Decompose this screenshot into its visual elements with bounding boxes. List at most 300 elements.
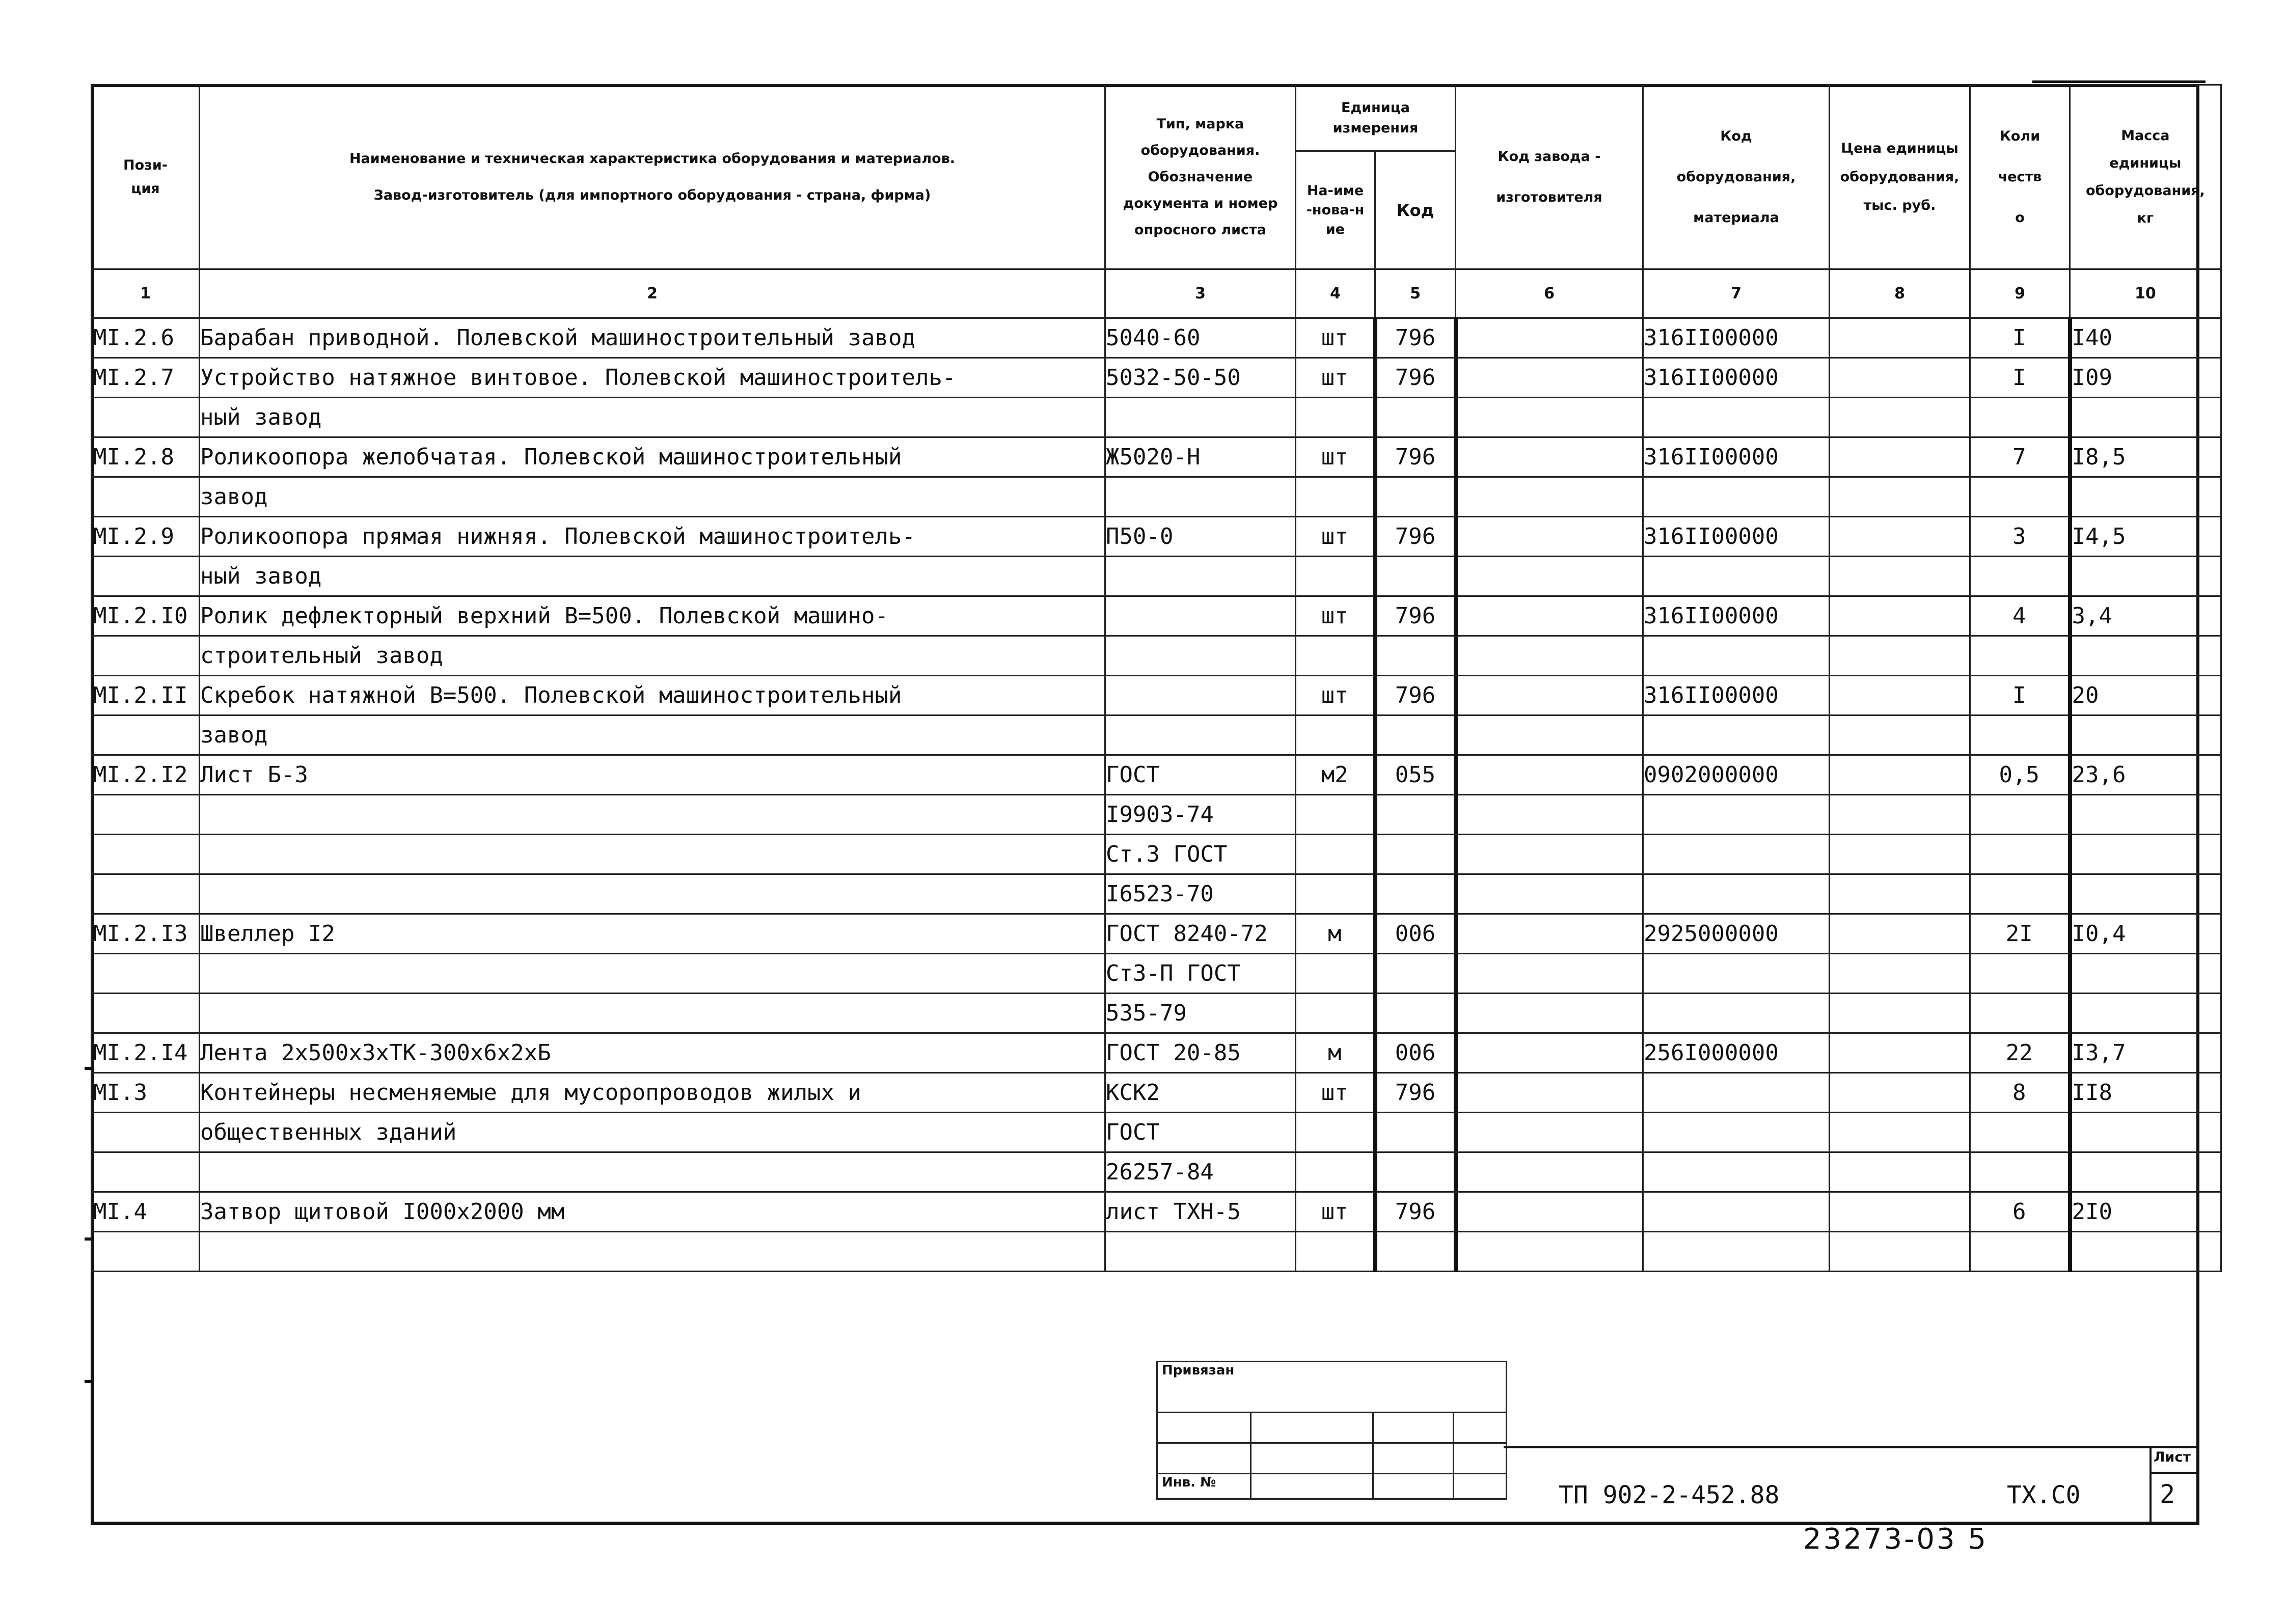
row-name: [200, 795, 1105, 835]
row-price: [1830, 795, 1970, 835]
row-price: [1830, 994, 1970, 1033]
row-position: MI.2.8: [92, 437, 200, 477]
table-row: [92, 1073, 2221, 1113]
row-quantity: [1970, 477, 2070, 517]
row-price: [1830, 318, 1970, 358]
row-mass: 23,6: [2070, 755, 2221, 795]
specification-table: [91, 84, 2222, 1272]
header-unit-code: Код: [1375, 151, 1456, 269]
row-equipment-code: [1643, 557, 1830, 596]
row-factory-code: [1456, 1073, 1643, 1113]
row-type: [1105, 715, 1296, 755]
row-factory-code: [1456, 795, 1643, 835]
table-row: [92, 1192, 2221, 1232]
row-type: лист ТХН-5: [1105, 1192, 1296, 1232]
header-unit: Единица измерения: [1296, 85, 1456, 151]
row-name: завод: [200, 715, 1105, 755]
row-equipment-code: 316II00000: [1643, 676, 1830, 715]
row-unit-code: [1375, 715, 1456, 755]
title-block-line: [1504, 1446, 2199, 1448]
binding-stamp: [1156, 1361, 1507, 1500]
row-name: ный завод: [200, 398, 1105, 437]
row-type: 5032-50-50: [1105, 358, 1296, 398]
row-mass: [2070, 477, 2221, 517]
header-mass: Масса единицы оборудования, кг: [2070, 85, 2221, 269]
table-row: [92, 1113, 2221, 1152]
row-unit-code: 055: [1375, 755, 1456, 795]
row-position: [92, 795, 200, 835]
row-unit-code: [1375, 954, 1456, 994]
row-unit-code: 796: [1375, 517, 1456, 557]
row-factory-code: [1456, 517, 1643, 557]
row-mass: 2I0: [2070, 1192, 2221, 1232]
row-mass: [2070, 795, 2221, 835]
row-quantity: [1970, 795, 2070, 835]
row-unit: [1296, 994, 1375, 1033]
row-factory-code: [1456, 636, 1643, 676]
row-equipment-code: [1643, 477, 1830, 517]
row-name: Контейнеры несменяемые для мусоропроводов жилых и: [200, 1073, 1105, 1113]
sheet-number-separator: [2149, 1472, 2199, 1474]
row-unit: [1296, 636, 1375, 676]
row-quantity: [1970, 835, 2070, 874]
sheet-label: Лист: [2154, 1449, 2191, 1465]
row-factory-code: [1456, 715, 1643, 755]
row-equipment-code: [1643, 715, 1830, 755]
row-quantity: 2I: [1970, 914, 2070, 954]
row-price: [1830, 557, 1970, 596]
row-name: ный завод: [200, 557, 1105, 596]
document-code: ТП 902-2-452.88: [1559, 1481, 1780, 1509]
row-unit-code: 796: [1375, 1073, 1456, 1113]
table-row: [92, 1033, 2221, 1073]
row-factory-code: [1456, 1152, 1643, 1192]
row-type: 5040-60: [1105, 318, 1296, 358]
table-row: [92, 517, 2221, 557]
sheet-number: 2: [2160, 1479, 2175, 1509]
table-row: [92, 795, 2221, 835]
row-price: [1830, 1232, 1970, 1272]
table-row: [92, 755, 2221, 795]
row-quantity: 3: [1970, 517, 2070, 557]
row-equipment-code: [1643, 954, 1830, 994]
table-row: [92, 437, 2221, 477]
archive-number: 23273-03 5: [1803, 1523, 1989, 1556]
table-row: [92, 557, 2221, 596]
row-type: 535-79: [1105, 994, 1296, 1033]
row-position: [92, 835, 200, 874]
row-mass: [2070, 1113, 2221, 1152]
row-name: общественных зданий: [200, 1113, 1105, 1152]
row-unit-code: [1375, 1113, 1456, 1152]
column-number: 7: [1643, 269, 1830, 318]
row-unit-code: [1375, 477, 1456, 517]
row-unit: [1296, 398, 1375, 437]
row-type: Ж5020-Н: [1105, 437, 1296, 477]
row-unit: м: [1296, 914, 1375, 954]
row-equipment-code: [1643, 636, 1830, 676]
row-position: [92, 1232, 200, 1272]
row-quantity: I: [1970, 358, 2070, 398]
row-type: П50-0: [1105, 517, 1296, 557]
row-unit-code: 796: [1375, 596, 1456, 636]
header-quantity: Количество: [1970, 85, 2070, 269]
row-position: [92, 994, 200, 1033]
row-quantity: 6: [1970, 1192, 2070, 1232]
row-equipment-code: 316II00000: [1643, 318, 1830, 358]
table-row: [92, 358, 2221, 398]
row-name: Роликоопора желобчатая. Полевской машиностроительный: [200, 437, 1105, 477]
row-price: [1830, 755, 1970, 795]
row-type: Ст3-П ГОСТ: [1105, 954, 1296, 994]
header-name-line1: Наименование и техническая характеристика оборудования и материалов.: [349, 150, 956, 167]
row-position: MI.2.I2: [92, 755, 200, 795]
row-type: ГОСТ: [1105, 755, 1296, 795]
row-unit-code: [1375, 835, 1456, 874]
row-unit: [1296, 835, 1375, 874]
row-position: [92, 636, 200, 676]
row-quantity: I: [1970, 676, 2070, 715]
row-unit-code: [1375, 994, 1456, 1033]
header-position: Пози- ция: [92, 85, 200, 269]
row-price: [1830, 636, 1970, 676]
table-row: [92, 636, 2221, 676]
row-unit-code: [1375, 1152, 1456, 1192]
row-equipment-code: [1643, 874, 1830, 914]
row-name: Роликоопора прямая нижняя. Полевской машиностроитель-: [200, 517, 1105, 557]
row-type: [1105, 557, 1296, 596]
row-unit: [1296, 477, 1375, 517]
row-position: [92, 715, 200, 755]
row-type: I9903-74: [1105, 795, 1296, 835]
row-price: [1830, 954, 1970, 994]
row-name: Швеллер I2: [200, 914, 1105, 954]
row-factory-code: [1456, 1113, 1643, 1152]
row-mass: I3,7: [2070, 1033, 2221, 1073]
row-mass: [2070, 398, 2221, 437]
row-factory-code: [1456, 1033, 1643, 1073]
row-factory-code: [1456, 914, 1643, 954]
row-price: [1830, 914, 1970, 954]
row-name: завод: [200, 477, 1105, 517]
column-number: 10: [2070, 269, 2221, 318]
row-factory-code: [1456, 676, 1643, 715]
row-equipment-code: 316II00000: [1643, 358, 1830, 398]
row-quantity: 8: [1970, 1073, 2070, 1113]
row-price: [1830, 517, 1970, 557]
row-factory-code: [1456, 1192, 1643, 1232]
row-mass: I40: [2070, 318, 2221, 358]
row-mass: [2070, 715, 2221, 755]
table-row: [92, 1232, 2221, 1272]
row-unit: шт: [1296, 1192, 1375, 1232]
row-price: [1830, 358, 1970, 398]
row-name: Устройство натяжное винтовое. Полевской машиностроитель-: [200, 358, 1105, 398]
row-quantity: [1970, 715, 2070, 755]
row-price: [1830, 437, 1970, 477]
row-name: [200, 1152, 1105, 1192]
row-equipment-code: 316II00000: [1643, 596, 1830, 636]
row-factory-code: [1456, 994, 1643, 1033]
row-mass: I09: [2070, 358, 2221, 398]
stamp-bound-label: Привязан: [1157, 1362, 1507, 1413]
row-mass: [2070, 1152, 2221, 1192]
row-type: [1105, 1232, 1296, 1272]
row-unit: шт: [1296, 596, 1375, 636]
row-mass: [2070, 557, 2221, 596]
row-unit-code: [1375, 557, 1456, 596]
header-price: Цена единицы оборудования, тыс. руб.: [1830, 85, 1970, 269]
row-price: [1830, 477, 1970, 517]
row-position: MI.2.II: [92, 676, 200, 715]
row-position: [92, 557, 200, 596]
row-price: [1830, 1152, 1970, 1192]
row-quantity: [1970, 874, 2070, 914]
row-unit-code: 796: [1375, 676, 1456, 715]
row-type: КСК2: [1105, 1073, 1296, 1113]
header-name: [200, 85, 1105, 269]
row-mass: 3,4: [2070, 596, 2221, 636]
row-unit: [1296, 1113, 1375, 1152]
row-type: [1105, 636, 1296, 676]
row-name: Лента 2х500х3хТК-300х6х2хБ: [200, 1033, 1105, 1073]
row-factory-code: [1456, 596, 1643, 636]
row-equipment-code: [1643, 398, 1830, 437]
row-mass: [2070, 636, 2221, 676]
row-name: Затвор щитовой I000х2000 мм: [200, 1192, 1105, 1232]
row-type: 26257-84: [1105, 1152, 1296, 1192]
header-type: Тип, марка оборудования. Обозначение документа и номер опросного листа: [1105, 85, 1296, 269]
row-position: [92, 1152, 200, 1192]
column-number: 8: [1830, 269, 1970, 318]
row-type: Ст.3 ГОСТ: [1105, 835, 1296, 874]
column-number: 5: [1375, 269, 1456, 318]
row-type: [1105, 398, 1296, 437]
row-name: Барабан приводной. Полевской машиностроительный завод: [200, 318, 1105, 358]
row-name: [200, 954, 1105, 994]
row-quantity: I: [1970, 318, 2070, 358]
table-row: [92, 318, 2221, 358]
row-equipment-code: [1643, 835, 1830, 874]
row-unit: шт: [1296, 517, 1375, 557]
column-number: 6: [1456, 269, 1643, 318]
row-factory-code: [1456, 874, 1643, 914]
table-row: [92, 994, 2221, 1033]
row-unit-code: 796: [1375, 1192, 1456, 1232]
row-type: [1105, 477, 1296, 517]
row-quantity: 0,5: [1970, 755, 2070, 795]
row-price: [1830, 715, 1970, 755]
row-price: [1830, 835, 1970, 874]
table-row: [92, 835, 2221, 874]
row-position: MI.2.9: [92, 517, 200, 557]
row-price: [1830, 1033, 1970, 1073]
margin-tick: [85, 1237, 93, 1241]
row-unit: [1296, 1232, 1375, 1272]
row-price: [1830, 874, 1970, 914]
row-factory-code: [1456, 398, 1643, 437]
row-name: [200, 1232, 1105, 1272]
row-factory-code: [1456, 835, 1643, 874]
row-unit: [1296, 557, 1375, 596]
row-quantity: [1970, 954, 2070, 994]
header-factory-code: Код завода - изготовителя: [1456, 85, 1643, 269]
row-unit-code: [1375, 636, 1456, 676]
row-quantity: 7: [1970, 437, 2070, 477]
row-equipment-code: 316II00000: [1643, 437, 1830, 477]
row-factory-code: [1456, 755, 1643, 795]
row-factory-code: [1456, 318, 1643, 358]
row-factory-code: [1456, 1232, 1643, 1272]
row-type: ГОСТ: [1105, 1113, 1296, 1152]
row-quantity: [1970, 1113, 2070, 1152]
row-unit: шт: [1296, 318, 1375, 358]
row-equipment-code: 2925000000: [1643, 914, 1830, 954]
row-mass: I0,4: [2070, 914, 2221, 954]
row-position: MI.4: [92, 1192, 200, 1232]
row-equipment-code: [1643, 1232, 1830, 1272]
row-quantity: [1970, 398, 2070, 437]
row-factory-code: [1456, 557, 1643, 596]
row-mass: [2070, 1232, 2221, 1272]
row-mass: I8,5: [2070, 437, 2221, 477]
row-position: [92, 398, 200, 437]
row-price: [1830, 596, 1970, 636]
row-position: MI.2.I0: [92, 596, 200, 636]
column-number: 4: [1296, 269, 1375, 318]
row-unit-code: [1375, 1232, 1456, 1272]
row-type: ГОСТ 20-85: [1105, 1033, 1296, 1073]
row-name: Лист Б-3: [200, 755, 1105, 795]
table-row: [92, 715, 2221, 755]
row-quantity: [1970, 557, 2070, 596]
header-equipment-code: Код оборудования, материала: [1643, 85, 1830, 269]
row-position: MI.2.6: [92, 318, 200, 358]
row-price: [1830, 1113, 1970, 1152]
row-unit: [1296, 954, 1375, 994]
row-unit: шт: [1296, 1073, 1375, 1113]
row-position: [92, 954, 200, 994]
row-position: MI.2.I4: [92, 1033, 200, 1073]
table-row: [92, 914, 2221, 954]
table-row: [92, 477, 2221, 517]
column-number: 2: [200, 269, 1105, 318]
row-unit-code: 006: [1375, 914, 1456, 954]
row-factory-code: [1456, 358, 1643, 398]
row-quantity: [1970, 636, 2070, 676]
header-unit-name: На-име-нова-ние: [1296, 151, 1375, 269]
row-name: Ролик дефлекторный верхний В=500. Полевской машино-: [200, 596, 1105, 636]
table-row: [92, 874, 2221, 914]
row-position: [92, 874, 200, 914]
row-price: [1830, 1073, 1970, 1113]
row-position: [92, 477, 200, 517]
row-quantity: [1970, 1232, 2070, 1272]
row-factory-code: [1456, 954, 1643, 994]
row-equipment-code: [1643, 1192, 1830, 1232]
document-suffix: ТХ.С0: [2007, 1481, 2081, 1509]
row-price: [1830, 676, 1970, 715]
row-quantity: [1970, 994, 2070, 1033]
row-equipment-code: [1643, 994, 1830, 1033]
row-unit-code: 796: [1375, 358, 1456, 398]
column-number-row: [92, 269, 2221, 318]
frame-top-extension: [2032, 80, 2206, 83]
header-name-line2: Завод-изготовитель (для импортного оборудования - страна, фирма): [373, 187, 931, 203]
table-row: [92, 676, 2221, 715]
table-row: [92, 398, 2221, 437]
row-unit: шт: [1296, 676, 1375, 715]
row-equipment-code: [1643, 795, 1830, 835]
row-type: ГОСТ 8240-72: [1105, 914, 1296, 954]
column-number: 9: [1970, 269, 2070, 318]
row-unit-code: 796: [1375, 318, 1456, 358]
row-equipment-code: 256I000000: [1643, 1033, 1830, 1073]
row-unit-code: [1375, 398, 1456, 437]
row-name: [200, 994, 1105, 1033]
row-equipment-code: [1643, 1152, 1830, 1192]
row-type: [1105, 596, 1296, 636]
row-mass: II8: [2070, 1073, 2221, 1113]
row-price: [1830, 1192, 1970, 1232]
row-unit: шт: [1296, 358, 1375, 398]
row-name: [200, 835, 1105, 874]
row-unit-code: [1375, 874, 1456, 914]
margin-tick: [85, 1067, 93, 1070]
row-position: MI.2.I3: [92, 914, 200, 954]
row-equipment-code: 316II00000: [1643, 517, 1830, 557]
row-position: [92, 1113, 200, 1152]
margin-tick: [85, 1380, 93, 1383]
row-mass: I4,5: [2070, 517, 2221, 557]
specification-rows: [92, 318, 2221, 1272]
row-unit-code: [1375, 795, 1456, 835]
row-mass: [2070, 835, 2221, 874]
row-price: [1830, 398, 1970, 437]
row-equipment-code: [1643, 1073, 1830, 1113]
row-unit: [1296, 874, 1375, 914]
row-name: [200, 874, 1105, 914]
row-quantity: [1970, 1152, 2070, 1192]
column-number: 1: [92, 269, 200, 318]
row-mass: [2070, 994, 2221, 1033]
row-name: строительный завод: [200, 636, 1105, 676]
row-unit: м: [1296, 1033, 1375, 1073]
table-row: [92, 1152, 2221, 1192]
row-quantity: 4: [1970, 596, 2070, 636]
stamp-inv-label: Инв. №: [1157, 1474, 1251, 1499]
row-unit: [1296, 715, 1375, 755]
row-equipment-code: [1643, 1113, 1830, 1152]
row-position: MI.2.7: [92, 358, 200, 398]
column-number: 3: [1105, 269, 1296, 318]
row-unit-code: 006: [1375, 1033, 1456, 1073]
table-row: [92, 954, 2221, 994]
row-unit: шт: [1296, 437, 1375, 477]
row-unit: м2: [1296, 755, 1375, 795]
row-unit: [1296, 1152, 1375, 1192]
row-position: MI.3: [92, 1073, 200, 1113]
row-unit: [1296, 795, 1375, 835]
row-type: [1105, 676, 1296, 715]
table-row: [92, 596, 2221, 636]
row-quantity: 22: [1970, 1033, 2070, 1073]
row-mass: [2070, 874, 2221, 914]
row-equipment-code: 0902000000: [1643, 755, 1830, 795]
row-type: I6523-70: [1105, 874, 1296, 914]
row-factory-code: [1456, 437, 1643, 477]
row-name: Скребок натяжной В=500. Полевской машиностроительный: [200, 676, 1105, 715]
